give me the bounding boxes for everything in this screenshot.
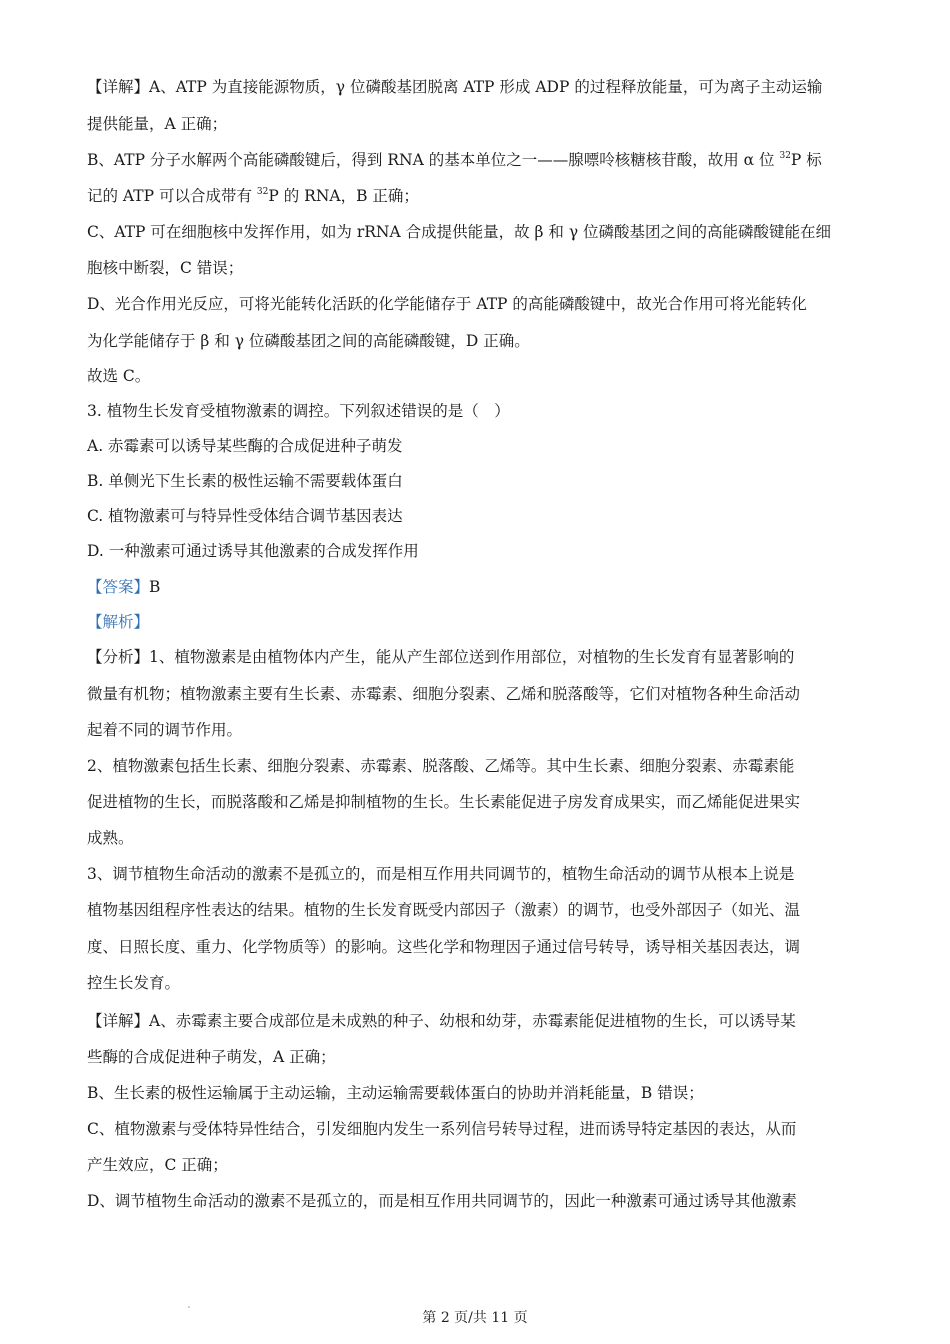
paragraph-line: 【详解】A、赤霉素主要合成部位是未成熟的种子、幼根和幼芽，赤霉素能促进植物的生长，可以诱导某 bbox=[87, 1012, 796, 1030]
option-b: B. 单侧光下生长素的极性运输不需要载体蛋白 bbox=[87, 472, 403, 490]
paragraph-line: 2、植物激素包括生长素、细胞分裂素、赤霉素、脱落酸、乙烯等。其中生长素、细胞分裂素、赤霉素能 bbox=[87, 757, 795, 775]
paragraph-line: 【分析】1、植物激素是由植物体内产生，能从产生部位送到作用部位，对植物的生长发育有显著影响的 bbox=[87, 648, 795, 666]
section-tag: 【详解】 bbox=[87, 1012, 150, 1030]
paragraph-line: 胞核中断裂，C 错误； bbox=[87, 259, 244, 277]
paragraph-line: 控生长发育。 bbox=[87, 974, 181, 992]
paragraph-line: 植物基因组程序性表达的结果。植物的生长发育既受内部因子（激素）的调节，也受外部因子（如光、温 bbox=[87, 901, 801, 919]
paragraph-line: 促进植物的生长，而脱落酸和乙烯是抑制植物的生长。生长素能促进子房发育成果实，而乙烯能促进果实 bbox=[87, 793, 801, 811]
paragraph-line: 些酶的合成促进种子萌发，A 正确； bbox=[87, 1048, 336, 1066]
paragraph-line: 产生效应，C 正确； bbox=[87, 1156, 228, 1174]
analysis-tag: 【解析】 bbox=[87, 613, 150, 631]
answer-line: 【答案】B bbox=[87, 578, 161, 596]
paragraph-line: 起着不同的调节作用。 bbox=[87, 721, 243, 739]
option-c: C. 植物激素可与特异性受体结合调节基因表达 bbox=[87, 507, 403, 525]
paragraph-line: 度、日照长度、重力、化学物质等）的影响。这些化学和物理因子通过信号转导，诱导相关基因表达，调 bbox=[87, 938, 801, 956]
section-tag: 【分析】 bbox=[87, 648, 150, 666]
section-tag: 【详解】 bbox=[87, 78, 150, 96]
paragraph-line: 【详解】A、ATP 为直接能源物质，γ 位磷酸基团脱离 ATP 形成 ADP 的过程释放能量，可为离子主动运输 bbox=[87, 78, 823, 96]
paragraph-line: 成熟。 bbox=[87, 829, 134, 847]
paragraph-line: C、ATP 可在细胞核中发挥作用，如为 rRNA 合成提供能量，故 β 和 γ 位磷酸基团之间的高能磷酸键能在细 bbox=[87, 223, 832, 241]
paragraph-line: 记的 ATP 可以合成带有 $^{32}$P 的 RNA，B 正确； bbox=[87, 187, 419, 205]
option-a: A. 赤霉素可以诱导某些酶的合成促进种子萌发 bbox=[87, 437, 403, 455]
paragraph-line: D、调节植物生命活动的激素不是孤立的，而是相互作用共同调节的，因此一种激素可通过诱导其他激素 bbox=[87, 1192, 797, 1210]
paragraph-line: B、生长素的极性运输属于主动运输，主动运输需要载体蛋白的协助并消耗能量，B 错误； bbox=[87, 1084, 704, 1102]
question-stem: 3. 植物生长发育受植物激素的调控。下列叙述错误的是（ ） bbox=[87, 402, 510, 420]
option-d: D. 一种激素可通过诱导其他激素的合成发挥作用 bbox=[87, 542, 419, 560]
paragraph-line: B、ATP 分子水解两个高能磷酸键后，得到 RNA 的基本单位之一——腺嘌呤核糖核苷酸，故用 α 位 $^{32}$P 标 bbox=[87, 151, 822, 169]
page-number-footer: 第 2 页/共 11 页 bbox=[422, 1310, 528, 1326]
paragraph-line: 为化学能储存于 β 和 γ 位磷酸基团之间的高能磷酸键，D 正确。 bbox=[87, 332, 530, 350]
paragraph-line: 微量有机物；植物激素主要有生长素、赤霉素、细胞分裂素、乙烯和脱落酸等，它们对植物各种生命活动 bbox=[87, 685, 801, 703]
paragraph-line: 故选 C。 bbox=[87, 367, 151, 385]
answer-tag: 【答案】 bbox=[87, 578, 150, 596]
analysis-heading bbox=[87, 612, 877, 632]
paragraph-line: C、植物激素与受体特异性结合，引发细胞内发生一系列信号转导过程，进而诱导特定基因的表达，从而 bbox=[87, 1120, 797, 1138]
paragraph-line: D、光合作用光反应，可将光能转化活跃的化学能储存于 ATP 的高能磷酸键中，故光合作用可将光能转化 bbox=[87, 295, 807, 313]
paragraph-line: 提供能量，A 正确； bbox=[87, 115, 228, 133]
paragraph-line: 3、调节植物生命活动的激素不是孤立的，而是相互作用共同调节的，植物生命活动的调节从根本上说是 bbox=[87, 865, 795, 883]
